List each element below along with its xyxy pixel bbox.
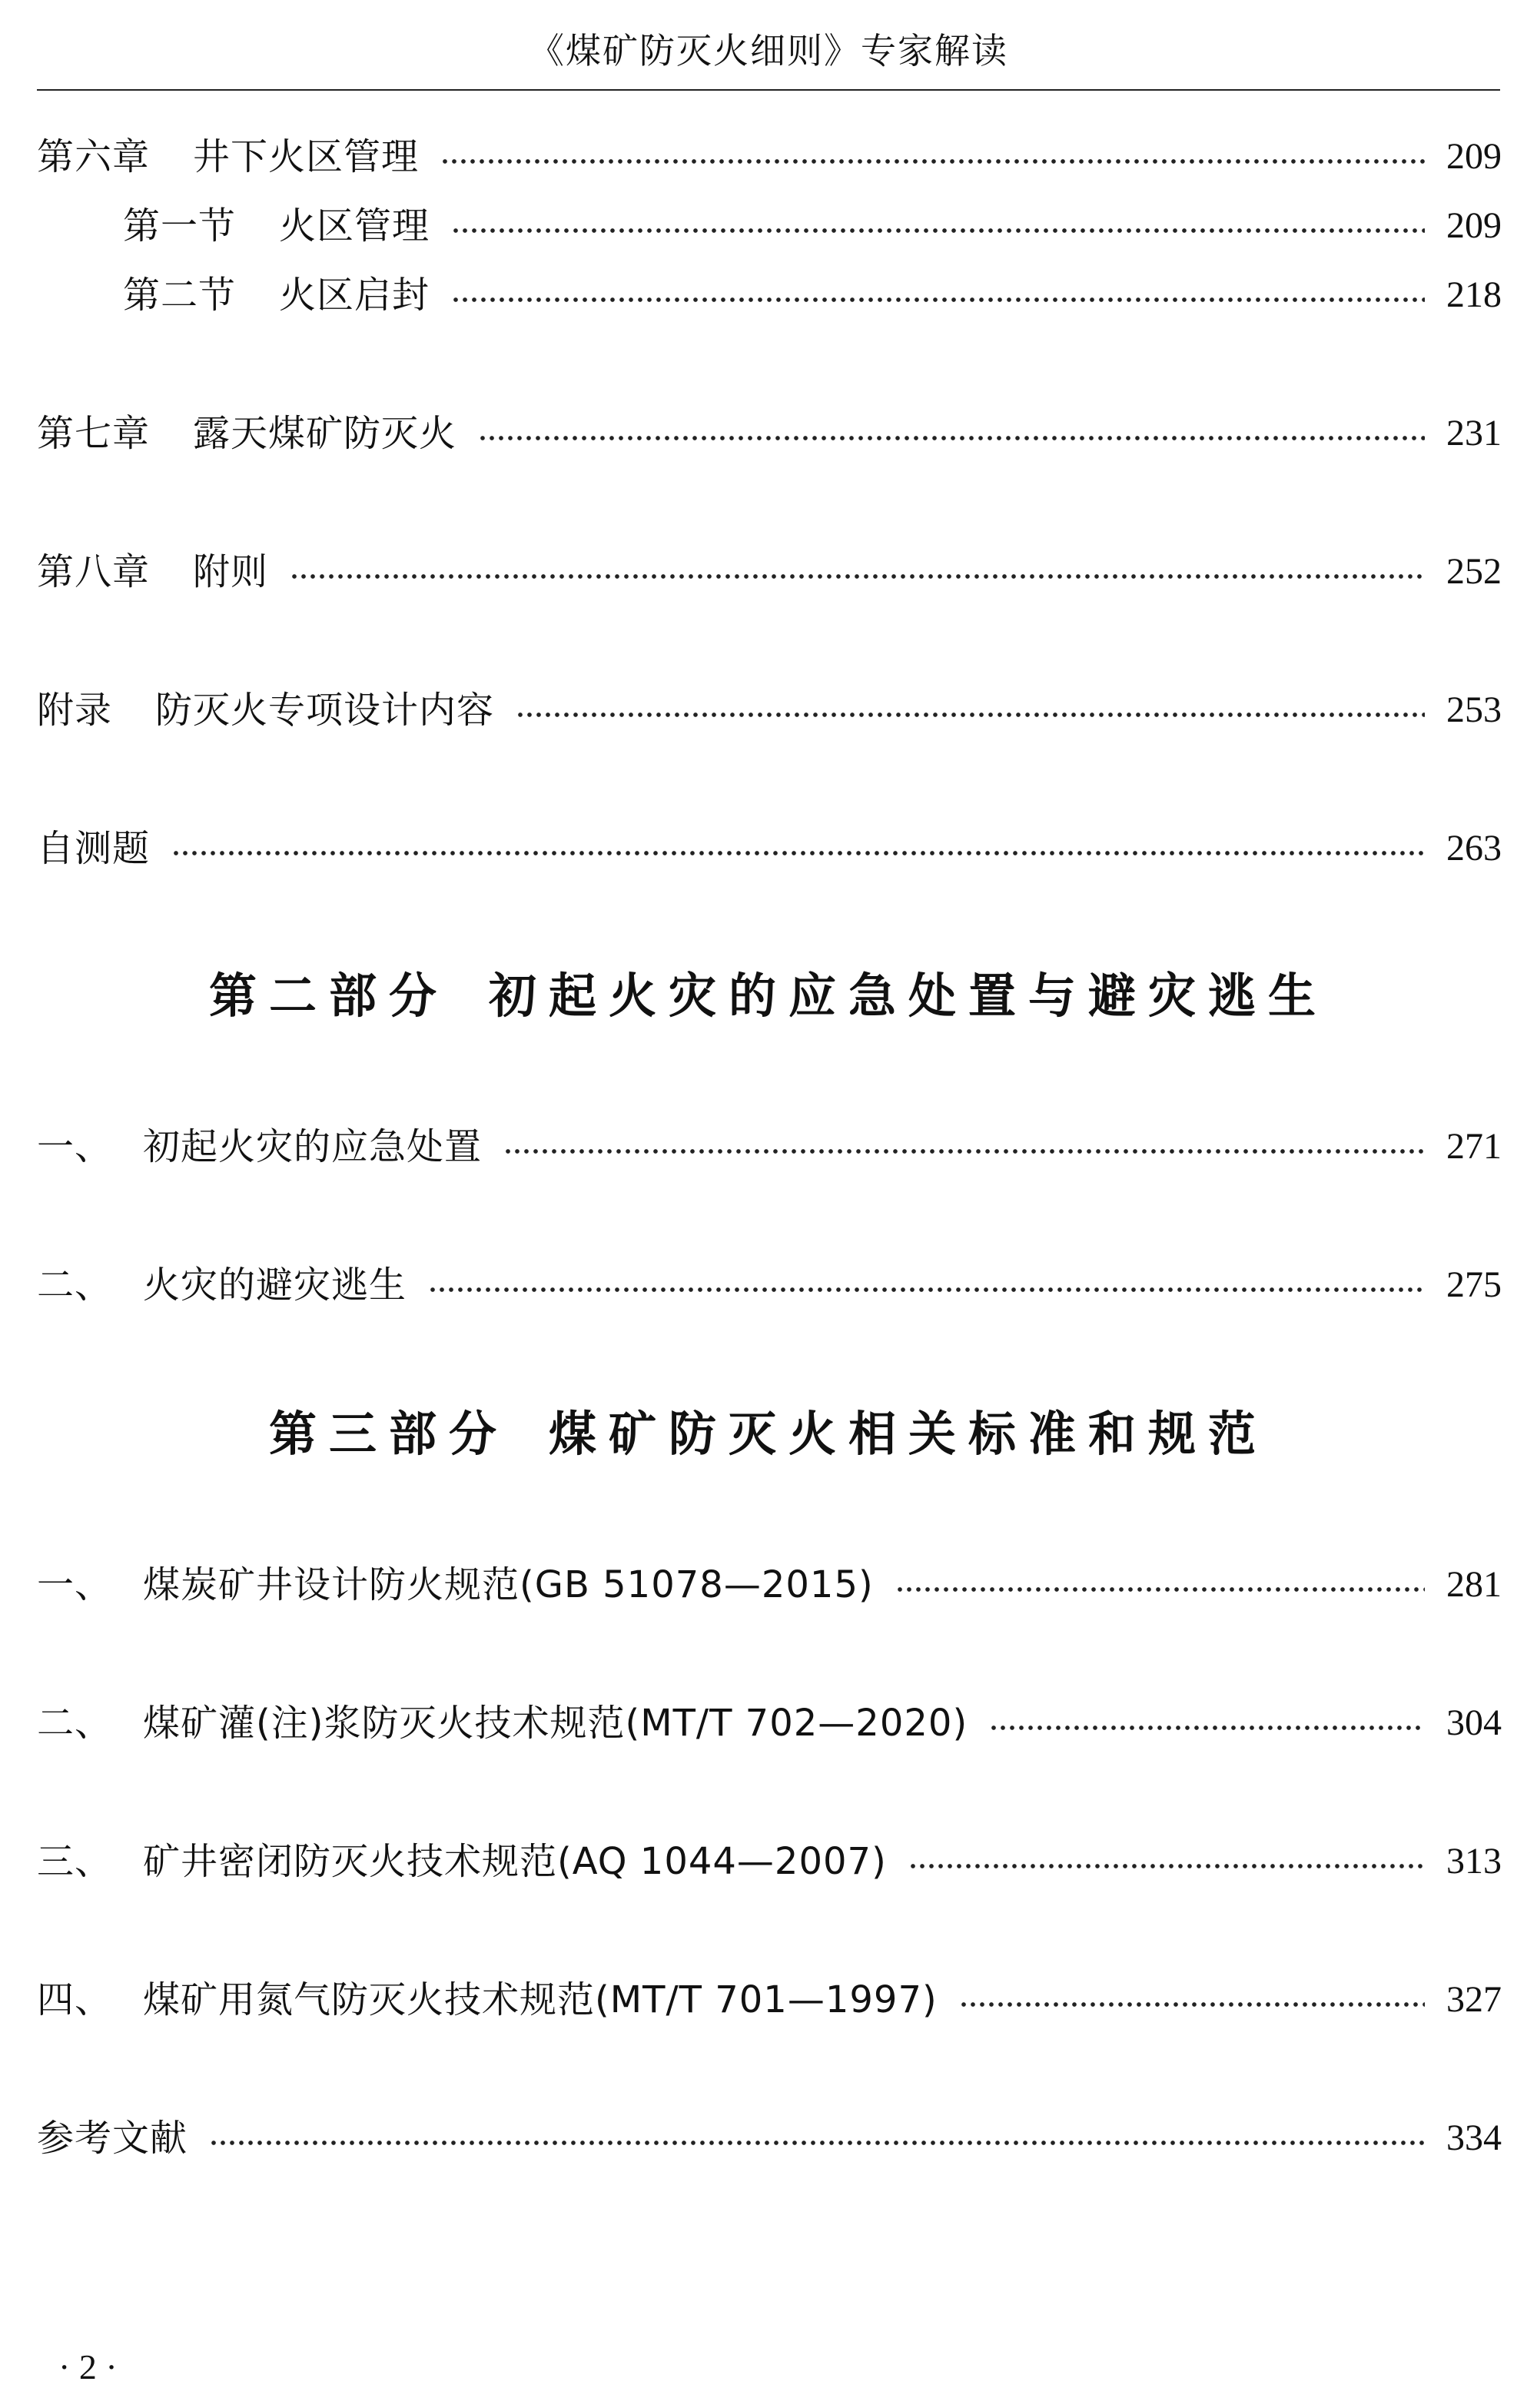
- entry-page-number: 334: [1446, 2117, 1502, 2158]
- dot-leader: [451, 228, 1425, 233]
- entry-title: 矿井密闭防灭火技术规范(AQ 1044—2007): [143, 1840, 887, 1883]
- toc-entry-section-1[interactable]: [123, 198, 1502, 254]
- entry-page-number: 275: [1446, 1264, 1502, 1305]
- entry-label: [37, 1972, 938, 2028]
- toc-entry-part3-item-3[interactable]: [37, 1834, 1502, 1889]
- toc-entry-part3-item-4[interactable]: [37, 1972, 1502, 2028]
- toc-entry-section-2[interactable]: [123, 267, 1502, 323]
- entry-number: 第六章: [37, 135, 151, 178]
- dot-leader: [895, 1587, 1425, 1592]
- entry-title: 煤炭矿井设计防火规范(GB 51078—2015): [143, 1563, 874, 1606]
- entry-page-number: 252: [1446, 551, 1502, 592]
- dot-leader: [171, 851, 1425, 855]
- toc-entry-references[interactable]: [37, 2111, 1502, 2166]
- page-folio: · 2 ·: [58, 2347, 118, 2386]
- part-title: 初起火灾的应急处置与避灾逃生: [489, 968, 1329, 1024]
- entry-title: 井下火区管理: [193, 135, 420, 178]
- entry-page-number: 218: [1446, 274, 1502, 315]
- dot-leader: [516, 712, 1425, 717]
- entry-number: 附录: [37, 689, 113, 732]
- entry-page-number: 231: [1446, 413, 1502, 453]
- entry-page-number: 327: [1446, 1979, 1502, 2020]
- entry-label: [37, 129, 419, 184]
- entry-page-number: 253: [1446, 689, 1502, 730]
- entry-label: [37, 1257, 407, 1313]
- entry-label: [37, 406, 456, 461]
- part-3-heading: [0, 1403, 1537, 1465]
- entry-label: [37, 821, 150, 876]
- entry-page-number: 281: [1446, 1564, 1502, 1605]
- dot-leader: [440, 159, 1425, 164]
- entry-title: 煤矿用氮气防灭火技术规范(MT/T 701—1997): [143, 1978, 938, 2021]
- entry-number: 四、: [37, 1978, 113, 2021]
- entry-number: 二、: [37, 1702, 113, 1745]
- entry-number: 一、: [37, 1125, 113, 1168]
- entry-number: 第一节: [123, 204, 237, 247]
- entry-title: 露天煤矿防灭火: [193, 412, 457, 455]
- toc-entry-part3-item-1[interactable]: [37, 1557, 1502, 1613]
- entry-label: [37, 544, 268, 600]
- dot-leader: [428, 1287, 1425, 1292]
- toc-entry-self-test[interactable]: [37, 821, 1502, 876]
- entry-number: 三、: [37, 1840, 113, 1883]
- dot-leader: [451, 297, 1425, 302]
- entry-title: 附则: [193, 550, 269, 593]
- entry-number: 第七章: [37, 412, 151, 455]
- toc-entry-chapter-7[interactable]: [37, 406, 1502, 461]
- toc-entry-part2-item-2[interactable]: [37, 1257, 1502, 1313]
- entry-page-number: 263: [1446, 828, 1502, 869]
- dot-leader: [908, 1864, 1425, 1868]
- dot-leader: [290, 574, 1425, 579]
- entry-title: 火灾的避灾逃生: [143, 1264, 407, 1307]
- entry-label: [37, 683, 494, 738]
- entry-page-number: 209: [1446, 205, 1502, 246]
- header-rule: [37, 89, 1500, 91]
- entry-title: 煤矿灌(注)浆防灭火技术规范(MT/T 702—2020): [143, 1702, 968, 1745]
- dot-leader: [503, 1149, 1425, 1154]
- entry-page-number: 271: [1446, 1126, 1502, 1167]
- entry-label: [37, 1119, 482, 1174]
- entry-label: [37, 1834, 887, 1889]
- toc-entry-part3-item-2[interactable]: [37, 1696, 1502, 1751]
- entry-number: 第八章: [37, 550, 151, 593]
- entry-number: 第二节: [123, 274, 237, 317]
- entry-number: 一、: [37, 1563, 113, 1606]
- entry-number: 二、: [37, 1264, 113, 1307]
- dot-leader: [989, 1725, 1425, 1730]
- entry-title: 参考文献: [37, 2117, 188, 2160]
- running-header: 《煤矿防灭火细则》专家解读: [529, 30, 1008, 71]
- entry-label: [123, 267, 430, 323]
- entry-page-number: 304: [1446, 1702, 1502, 1743]
- entry-label: [37, 1696, 968, 1751]
- entry-page-number: 209: [1446, 136, 1502, 177]
- entry-label: [37, 1557, 874, 1613]
- toc-entry-chapter-8[interactable]: [37, 544, 1502, 600]
- toc-entry-part2-item-1[interactable]: [37, 1119, 1502, 1174]
- entry-title: 防灭火专项设计内容: [155, 689, 495, 732]
- entry-label: [37, 2111, 188, 2166]
- entry-title: 火区启封: [279, 274, 430, 317]
- entry-label: [123, 198, 430, 254]
- part-title: 煤矿防灭火相关标准和规范: [549, 1406, 1269, 1462]
- part-2-heading: [0, 965, 1537, 1027]
- part-label: 第三部分: [268, 1406, 509, 1462]
- entry-page-number: 313: [1446, 1841, 1502, 1882]
- toc-entry-appendix[interactable]: [37, 683, 1502, 738]
- dot-leader: [209, 2141, 1425, 2145]
- entry-title: 初起火灾的应急处置: [143, 1125, 483, 1168]
- dot-leader: [478, 436, 1425, 440]
- part-label: 第二部分: [208, 968, 449, 1024]
- entry-title: 火区管理: [279, 204, 430, 247]
- dot-leader: [959, 2002, 1425, 2007]
- toc-entry-chapter-6[interactable]: [37, 129, 1502, 184]
- entry-title: 自测题: [37, 827, 151, 870]
